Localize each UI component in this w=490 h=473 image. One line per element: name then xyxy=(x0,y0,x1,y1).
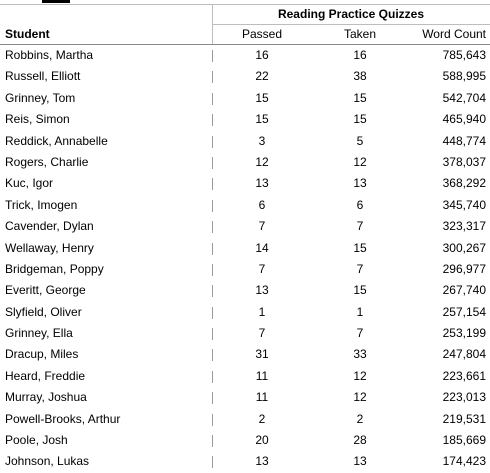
cell-word-count: 267,740 xyxy=(442,283,486,298)
row-column-divider xyxy=(212,349,213,361)
cell-taken: 5 xyxy=(356,133,364,148)
cell-word-count: 247,804 xyxy=(442,347,486,362)
table-row[interactable] xyxy=(0,366,490,387)
table-row[interactable] xyxy=(0,195,490,216)
row-column-divider xyxy=(212,221,213,233)
cell-passed: 14 xyxy=(255,240,269,255)
cell-taken: 12 xyxy=(353,368,367,383)
cell-taken: 13 xyxy=(353,454,367,469)
cell-passed: 6 xyxy=(258,197,266,212)
row-column-divider xyxy=(212,371,213,383)
row-column-divider xyxy=(212,114,213,126)
cell-word-count: 465,940 xyxy=(442,112,486,127)
cell-passed: 20 xyxy=(255,433,269,448)
cell-student: Kuc, Igor xyxy=(5,176,54,191)
table-row[interactable] xyxy=(0,66,490,87)
cell-taken: 15 xyxy=(353,240,367,255)
cell-student: Heard, Freddie xyxy=(5,368,86,383)
table-row[interactable] xyxy=(0,45,490,66)
table-row[interactable] xyxy=(0,409,490,430)
cell-student: Johnson, Lukas xyxy=(5,454,90,469)
cell-passed: 2 xyxy=(258,411,266,426)
cell-taken: 13 xyxy=(353,176,367,191)
cell-student: Everitt, George xyxy=(5,283,86,298)
cell-student: Murray, Joshua xyxy=(5,390,87,405)
cell-word-count: 368,292 xyxy=(442,176,486,191)
row-column-divider xyxy=(212,435,213,447)
cell-passed: 22 xyxy=(255,69,269,84)
cell-taken: 38 xyxy=(353,69,367,84)
table-row[interactable] xyxy=(0,323,490,344)
cell-word-count: 296,977 xyxy=(442,261,486,276)
cell-passed: 3 xyxy=(258,133,266,148)
cell-taken: 15 xyxy=(353,283,367,298)
column-header-taken[interactable]: Taken xyxy=(343,27,377,41)
cell-passed: 7 xyxy=(258,326,266,341)
cell-word-count: 174,423 xyxy=(442,454,486,469)
cropped-heading-fragment xyxy=(42,0,70,3)
cell-student: Dracup, Miles xyxy=(5,347,79,362)
cell-taken: 28 xyxy=(353,433,367,448)
cell-student: Bridgeman, Poppy xyxy=(5,261,104,276)
row-column-divider xyxy=(212,264,213,276)
cell-student: Reis, Simon xyxy=(5,112,70,127)
cell-word-count: 588,995 xyxy=(442,69,486,84)
cell-taken: 7 xyxy=(356,326,364,341)
cell-passed: 15 xyxy=(255,112,269,127)
cell-passed: 13 xyxy=(255,283,269,298)
cell-student: Slyfield, Oliver xyxy=(5,304,82,319)
column-header-student[interactable]: Student xyxy=(5,27,50,41)
cell-taken: 2 xyxy=(356,411,364,426)
row-column-divider xyxy=(212,50,213,62)
table-row[interactable] xyxy=(0,430,490,451)
cell-taken: 6 xyxy=(356,197,364,212)
cell-taken: 7 xyxy=(356,219,364,234)
group-header-reading-practice-quizzes: Reading Practice Quizzes xyxy=(277,7,425,21)
column-header-word-count[interactable]: Word Count xyxy=(422,27,486,41)
column-header-row xyxy=(0,24,490,44)
column-header-passed[interactable]: Passed xyxy=(241,27,283,41)
cell-passed: 11 xyxy=(255,368,269,383)
row-column-divider xyxy=(212,200,213,212)
cell-student: Rogers, Charlie xyxy=(5,154,89,169)
cell-taken: 16 xyxy=(353,48,367,62)
cell-word-count: 185,669 xyxy=(442,433,486,448)
cell-passed: 13 xyxy=(255,454,269,469)
cell-word-count: 785,643 xyxy=(442,48,486,62)
cell-student: Powell-Brooks, Arthur xyxy=(5,411,121,426)
row-column-divider xyxy=(212,392,213,404)
cell-student: Reddick, Annabelle xyxy=(5,133,108,148)
table-row[interactable] xyxy=(0,152,490,173)
table-row[interactable] xyxy=(0,238,490,259)
table-row[interactable] xyxy=(0,216,490,237)
cell-word-count: 542,704 xyxy=(442,90,486,105)
cell-word-count: 300,267 xyxy=(442,240,486,255)
cell-passed: 11 xyxy=(255,390,269,405)
row-column-divider xyxy=(212,285,213,297)
table-row[interactable] xyxy=(0,88,490,109)
table-row[interactable] xyxy=(0,302,490,323)
cell-passed: 15 xyxy=(255,90,269,105)
cell-taken: 15 xyxy=(353,90,367,105)
row-column-divider xyxy=(212,243,213,255)
cell-taken: 7 xyxy=(356,261,364,276)
table-row[interactable] xyxy=(0,173,490,194)
cell-passed: 13 xyxy=(255,176,269,191)
cell-word-count: 378,037 xyxy=(442,154,486,169)
row-column-divider xyxy=(212,414,213,426)
row-column-divider xyxy=(212,157,213,169)
table-row[interactable] xyxy=(0,387,490,408)
table-row[interactable] xyxy=(0,344,490,365)
cell-student: Russell, Elliott xyxy=(5,69,81,84)
table-row[interactable] xyxy=(0,109,490,130)
cell-word-count: 223,013 xyxy=(442,390,486,405)
cell-passed: 1 xyxy=(258,304,266,319)
row-column-divider xyxy=(212,328,213,340)
cell-student: Trick, Imogen xyxy=(5,197,78,212)
cell-passed: 7 xyxy=(258,261,266,276)
cell-student: Robbins, Martha xyxy=(5,48,94,62)
cell-passed: 16 xyxy=(255,48,269,62)
cell-word-count: 223,661 xyxy=(442,368,486,383)
cell-taken: 15 xyxy=(353,112,367,127)
cell-student: Wellaway, Henry xyxy=(5,240,94,255)
cell-word-count: 253,199 xyxy=(442,326,486,341)
table-row[interactable] xyxy=(0,131,490,152)
cell-word-count: 257,154 xyxy=(442,304,486,319)
cell-passed: 7 xyxy=(258,219,266,234)
table-row[interactable] xyxy=(0,280,490,301)
cell-word-count: 345,740 xyxy=(442,197,486,212)
row-column-divider xyxy=(212,307,213,319)
cell-passed: 31 xyxy=(255,347,269,362)
row-column-divider xyxy=(212,93,213,105)
cell-taken: 1 xyxy=(356,304,364,319)
cell-taken: 12 xyxy=(353,154,367,169)
cell-word-count: 323,317 xyxy=(442,219,486,234)
cell-taken: 33 xyxy=(353,347,367,362)
row-column-divider xyxy=(212,136,213,148)
table-row[interactable] xyxy=(0,451,490,472)
table-body xyxy=(0,45,490,473)
table-row[interactable] xyxy=(0,259,490,280)
cell-student: Cavender, Dylan xyxy=(5,219,94,234)
cell-taken: 12 xyxy=(353,390,367,405)
cell-student: Grinney, Tom xyxy=(5,90,76,105)
row-column-divider xyxy=(212,178,213,190)
cell-student: Grinney, Ella xyxy=(5,326,73,341)
cell-passed: 12 xyxy=(255,154,269,169)
cell-word-count: 448,774 xyxy=(442,133,486,148)
row-column-divider xyxy=(212,71,213,83)
row-column-divider xyxy=(212,456,213,468)
cell-word-count: 219,531 xyxy=(442,411,486,426)
cell-student: Poole, Josh xyxy=(5,433,68,448)
